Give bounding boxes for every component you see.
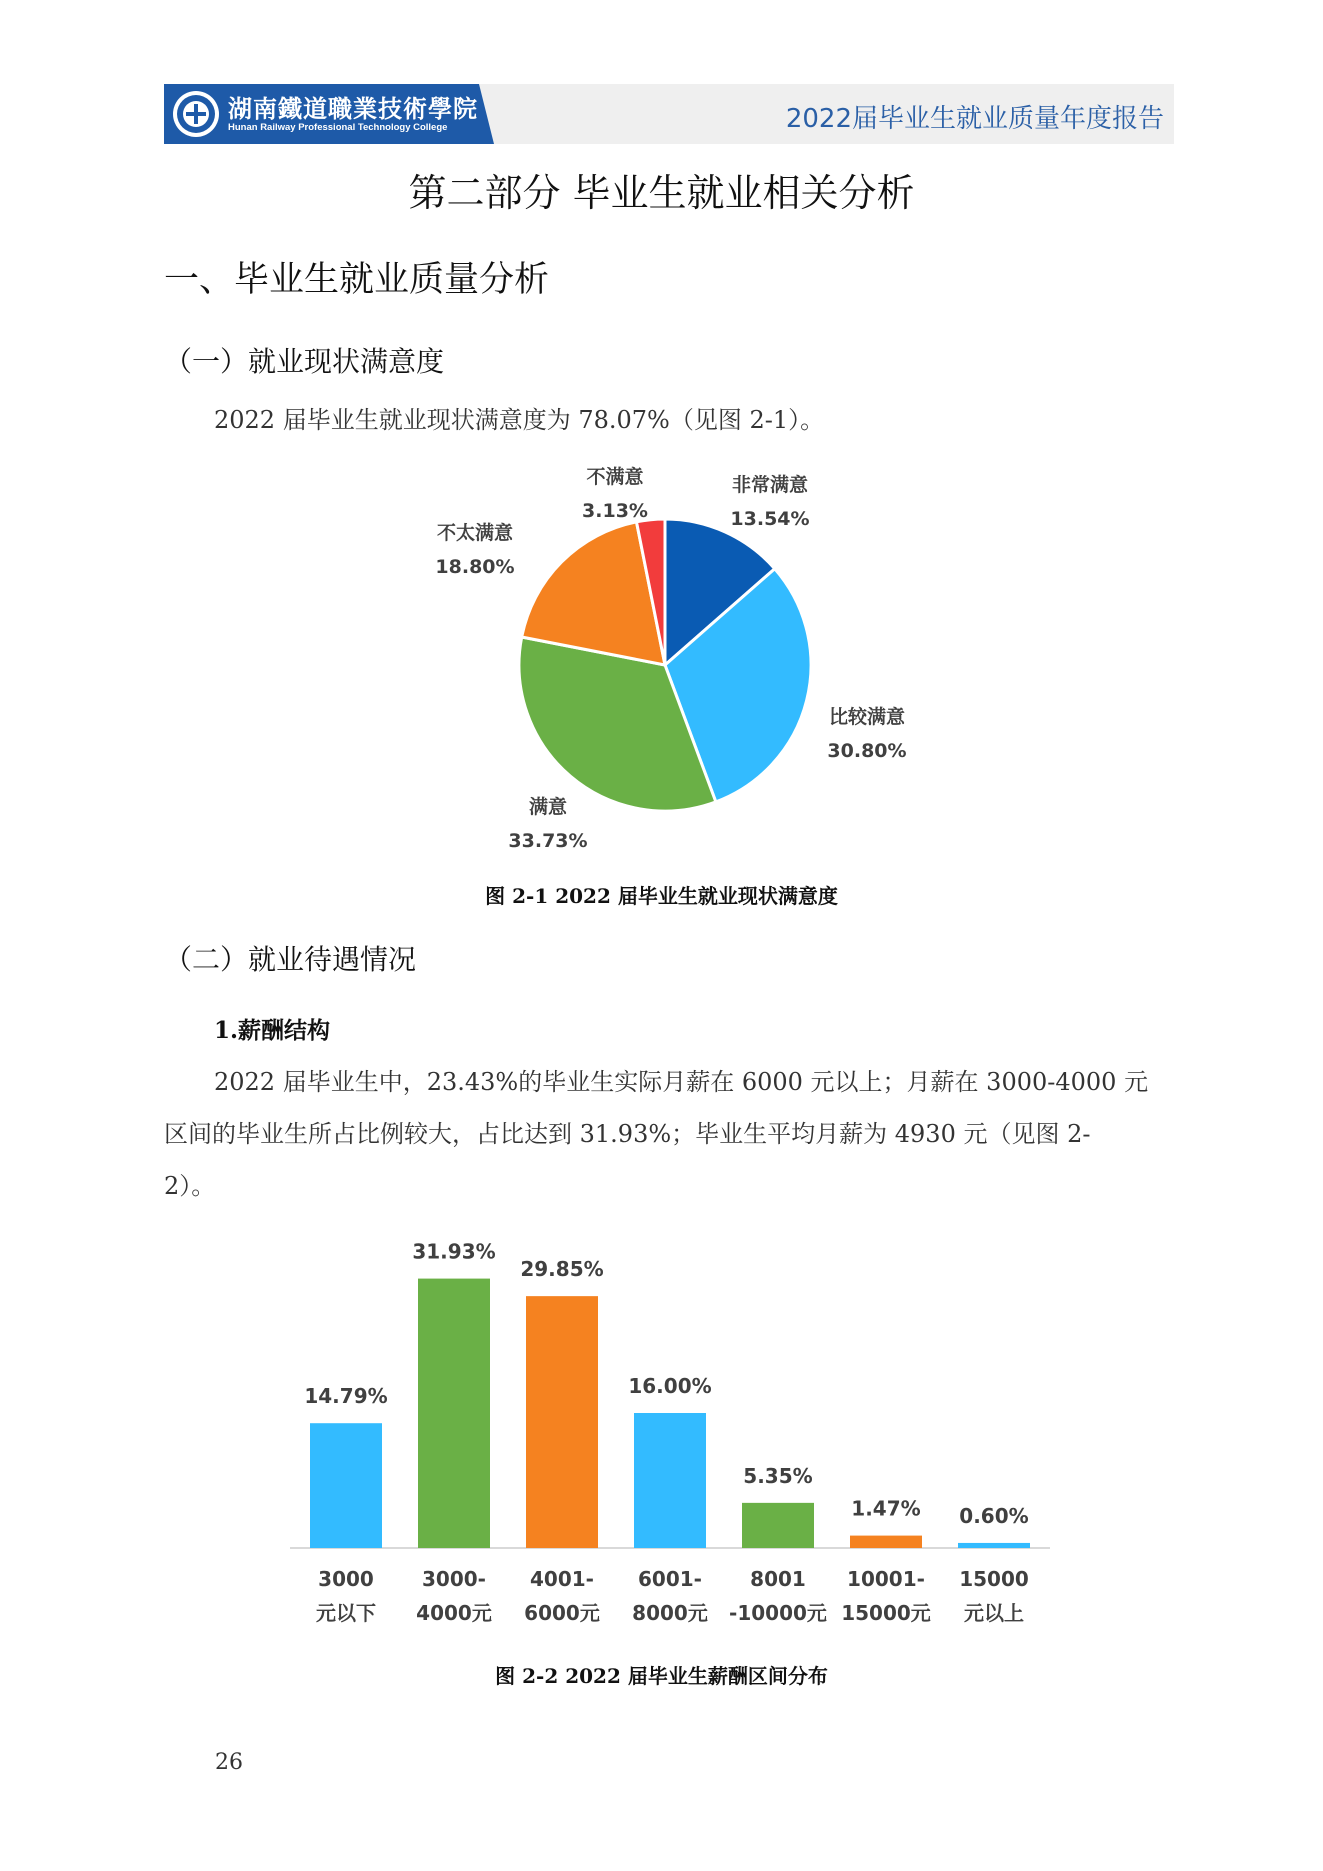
bar-data-label: 16.00% [628, 1374, 712, 1398]
x-tick-label: -10000元 [729, 1601, 827, 1625]
bar-data-label: 5.35% [743, 1463, 813, 1488]
x-tick-label: 3000- [422, 1567, 486, 1591]
report-title: 2022届毕业生就业质量年度报告 [785, 104, 1164, 134]
bar-data-label: 0.60% [959, 1503, 1029, 1528]
satisfaction-paragraph: 2022 届毕业生就业现状满意度为 78.07%（见图 2-1）。 [214, 406, 825, 434]
page-number: 26 [215, 1750, 243, 1775]
figure-caption-2-1: 图 2-1 2022 届毕业生就业现状满意度 [485, 884, 838, 908]
pie-slice-label: 满意 [528, 796, 568, 818]
salary-paragraph-line: 区间的毕业生所占比例较大，占比达到 31.93%；毕业生平均月薪为 4930 元（见图 2- [164, 1120, 1091, 1148]
page-header [164, 84, 1174, 144]
pie-slice-label: 比较满意 [828, 706, 906, 728]
figure-caption-2-2: 图 2-2 2022 届毕业生薪酬区间分布 [495, 1664, 828, 1688]
bar-data-label: 29.85% [520, 1257, 604, 1282]
bar-3 [634, 1413, 706, 1548]
satisfaction-pie-chart [420, 455, 940, 869]
x-tick-label: 3000 [318, 1567, 374, 1591]
x-tick-label: 10001- [847, 1567, 925, 1591]
bar-1 [418, 1279, 490, 1548]
college-logo [164, 84, 494, 144]
x-tick-label: 元以上 [964, 1601, 1024, 1625]
x-tick-label: 4001- [530, 1567, 594, 1591]
salary-paragraph-line: 2022 届毕业生中，23.43%的毕业生实际月薪在 6000 元以上；月薪在 3000-4000 元 [214, 1068, 1149, 1096]
bar-5 [850, 1536, 922, 1548]
pie-slice-label: 非常满意 [731, 474, 809, 496]
salary-paragraph-line: 2）。 [164, 1172, 216, 1200]
pie-slice-value: 13.54% [730, 508, 810, 530]
x-tick-label: 元以下 [316, 1601, 376, 1625]
logo-name-en: Hunan Railway Professional Technology College [228, 122, 448, 133]
bar-data-label: 1.47% [851, 1496, 921, 1521]
x-tick-label: 15000元 [841, 1601, 931, 1625]
pie-slice-value: 18.80% [435, 556, 515, 578]
salary-bar-chart [280, 1230, 1060, 1634]
subsection-heading-satisfaction: （一）就业现状满意度 [164, 345, 445, 378]
x-tick-label: 4000元 [416, 1601, 492, 1625]
bar-2 [526, 1296, 598, 1548]
x-tick-label: 6000元 [524, 1601, 600, 1625]
section-heading: 一、毕业生就业质量分析 [164, 260, 550, 300]
logo-name-cn: 湖南鐵道職業技術學院 [228, 94, 478, 123]
bar-6 [958, 1543, 1030, 1548]
pie-slice-label: 不满意 [586, 466, 644, 488]
subsection-heading-compensation: （二）就业待遇情况 [164, 943, 417, 976]
part-title: 第二部分 毕业生就业相关分析 [408, 171, 915, 215]
x-tick-label: 15000 [959, 1567, 1029, 1591]
sub-subsection-heading-salary: 1.薪酬结构 [214, 1017, 331, 1044]
pie-slice-value: 30.80% [827, 740, 907, 762]
pie-slice-value: 33.73% [508, 830, 588, 852]
bar-data-label: 31.93% [412, 1239, 496, 1264]
bar-0 [310, 1423, 382, 1548]
bar-data-label: 14.79% [304, 1384, 388, 1409]
x-tick-label: 8000元 [632, 1601, 708, 1625]
pie-slice-label: 不太满意 [436, 522, 514, 544]
bar-4 [742, 1503, 814, 1548]
x-tick-label: 6001- [638, 1567, 702, 1591]
pie-slice-value: 3.13% [582, 500, 648, 522]
x-tick-label: 8001 [750, 1567, 806, 1591]
